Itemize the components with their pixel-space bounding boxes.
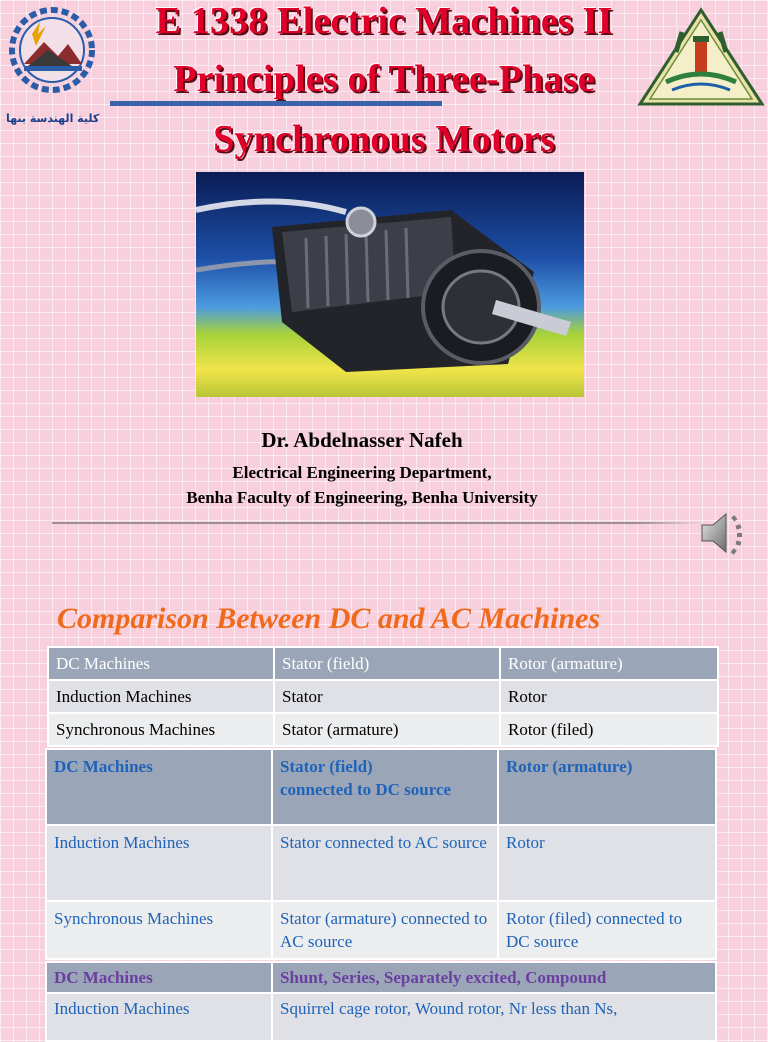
table-header-row: [46, 962, 716, 993]
synchronous-motor-image: [196, 172, 584, 397]
comparison-table-types: [45, 961, 717, 1042]
table-cell: Stator (armature): [274, 713, 500, 746]
institution-name: Benha Faculty of Engineering, Benha University: [186, 488, 538, 507]
slide-divider: [52, 522, 702, 524]
table-cell: Rotor (filed): [500, 713, 718, 746]
comparison-table-sources: [45, 748, 717, 960]
table-cell: Stator (armature) connected to AC source: [272, 901, 498, 959]
table-header-cell: Rotor (armature): [500, 647, 718, 680]
department-name: Electrical Engineering Department,: [232, 463, 492, 482]
motor-photo: [196, 172, 584, 397]
table-cell: Induction Machines: [48, 680, 274, 713]
lecture-title-line-2: Synchronous Motors: [213, 118, 555, 160]
audio-speaker[interactable]: [700, 508, 752, 558]
table-cell: Rotor: [500, 680, 718, 713]
table-header-cell: DC Machines: [48, 647, 274, 680]
table-cell: Induction Machines: [46, 993, 272, 1041]
table-cell: Synchronous Machines: [46, 901, 272, 959]
lecture-title-line-1: Principles of Three-Phase: [173, 58, 595, 100]
author-name: Dr. Abdelnasser Nafeh: [261, 428, 463, 452]
comparison-heading: Comparison Between DC and AC Machines: [57, 602, 601, 635]
table-header-cell: DC Machines: [46, 962, 272, 993]
table-row: [46, 901, 716, 959]
course-title: E 1338 Electric Machines II: [155, 0, 613, 42]
table-header-cell: DC Machines: [46, 749, 272, 825]
title-accent-bar: [110, 101, 442, 106]
speaker-icon[interactable]: [700, 508, 752, 558]
table-header-cell: Rotor (armature): [498, 749, 716, 825]
table-cell: Rotor: [498, 825, 716, 901]
faculty-logo-text: كلية الهندسة بنها: [6, 112, 100, 125]
table-header-row: [48, 647, 718, 680]
table-cell: Squirrel cage rotor, Wound rotor, Nr less than Ns,: [272, 993, 716, 1041]
table-row: [46, 825, 716, 901]
table-cell: Rotor (filed) connected to DC source: [498, 901, 716, 959]
comparison-table-basic: [47, 646, 719, 747]
table-cell: Stator: [274, 680, 500, 713]
table-header-row: [46, 749, 716, 825]
table-header-cell: Stator (field): [274, 647, 500, 680]
table-row: [46, 993, 716, 1041]
table-header-cell: Shunt, Series, Separately excited, Compound: [272, 962, 716, 993]
table-cell: Induction Machines: [46, 825, 272, 901]
table-cell: Synchronous Machines: [48, 713, 274, 746]
table-row: [48, 680, 718, 713]
table-header-cell: Stator (field) connected to DC source: [272, 749, 498, 825]
table-cell: Stator connected to AC source: [272, 825, 498, 901]
table-row: [48, 713, 718, 746]
